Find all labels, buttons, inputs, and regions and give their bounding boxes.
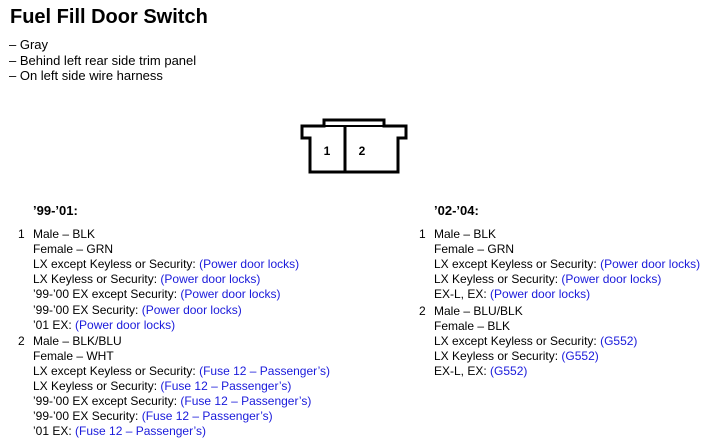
circuit-link[interactable]: (Power door locks) [180,287,281,302]
pin-block-2 [18,334,330,440]
circuit-link[interactable]: (Power door locks) [600,257,701,272]
connector-outline [302,120,406,172]
pin-number: 1 [419,227,426,242]
circuit-link[interactable]: (Power door locks) [75,317,176,332]
wire-line: ’99-’00 EX except Security: (Power door locks) [33,287,281,302]
wire-line: LX except Keyless or Security: (Power door locks) [434,257,701,272]
column-heading: ’02-’04: [434,203,479,218]
circuit-link[interactable]: (Power door locks) [199,257,300,272]
pin-block-1 [419,227,700,302]
circuit-link[interactable]: (Fuse 12 – Passenger’s) [141,409,273,424]
wire-line: LX Keyless or Security: (Power door locks) [434,272,662,287]
circuit-link[interactable]: (Power door locks) [561,272,662,287]
page-title: Fuel Fill Door Switch [10,6,208,28]
wire-line: LX Keyless or Security: (G552) [434,348,599,363]
wire-line: LX Keyless or Security: (Fuse 12 – Passenger’s) [33,379,292,394]
pin-number: 2 [18,333,25,348]
pin-number: 2 [419,303,426,318]
pin-block-1 [18,227,330,333]
wire-line: LX except Keyless or Security: (Fuse 12 – Passenger’s) [33,363,331,378]
wire-line: Male – BLK/BLU [33,333,122,348]
circuit-link[interactable]: (G552) [561,348,599,363]
pin-label-1: 1 [323,144,331,158]
circuit-link[interactable]: (Power door locks) [490,287,591,302]
wire-line: LX except Keyless or Security: (G552) [434,333,638,348]
wire-line: ’01 EX: (Fuse 12 – Passenger’s) [33,424,206,439]
circuit-link[interactable]: (Fuse 12 – Passenger’s) [180,394,312,409]
wire-line: Female – BLK [434,318,511,333]
wire-line: ’99-’00 EX Security: (Fuse 12 – Passenger’s) [33,409,273,424]
circuit-link[interactable]: (Fuse 12 – Passenger’s) [75,424,206,439]
connector-details [9,37,196,84]
circuit-link[interactable]: (G552) [490,363,528,378]
connector-diagram [298,112,410,176]
pin-number: 1 [18,227,25,242]
circuit-link[interactable]: (Power door locks) [160,272,261,287]
column-heading: ’99-’01: [33,203,78,218]
detail-location: – Behind left rear side trim panel [9,52,197,68]
detail-color: – Gray [9,37,49,52]
column-02-04 [419,203,700,380]
column-99-01 [18,203,330,440]
wire-line: ’99-’00 EX Security: (Power door locks) [33,302,242,317]
detail-harness: – On left side wire harness [9,68,163,83]
pin-block-2 [419,304,700,379]
wire-line: Male – BLK [434,227,497,242]
wire-line: Male – BLU/BLK [434,303,523,318]
circuit-link[interactable]: (G552) [600,333,638,348]
wire-line: ’99-’00 EX except Security: (Fuse 12 – Passenger’s) [33,394,312,409]
pin-label-2: 2 [358,144,366,158]
wire-line: ’01 EX: (Power door locks) [33,317,176,332]
circuit-link[interactable]: (Power door locks) [141,302,242,317]
wire-line: EX-L, EX: (G552) [434,363,528,378]
wire-line: EX-L, EX: (Power door locks) [434,287,591,302]
wire-line: Female – WHT [33,348,114,363]
wire-line: LX except Keyless or Security: (Power door locks) [33,257,300,272]
wire-line: Male – BLK [33,227,96,242]
circuit-link[interactable]: (Fuse 12 – Passenger’s) [199,363,331,378]
wire-line: Female – GRN [33,242,114,257]
wire-line: LX Keyless or Security: (Power door locks) [33,272,261,287]
wire-line: Female – GRN [434,242,515,257]
circuit-link[interactable]: (Fuse 12 – Passenger’s) [160,379,292,394]
